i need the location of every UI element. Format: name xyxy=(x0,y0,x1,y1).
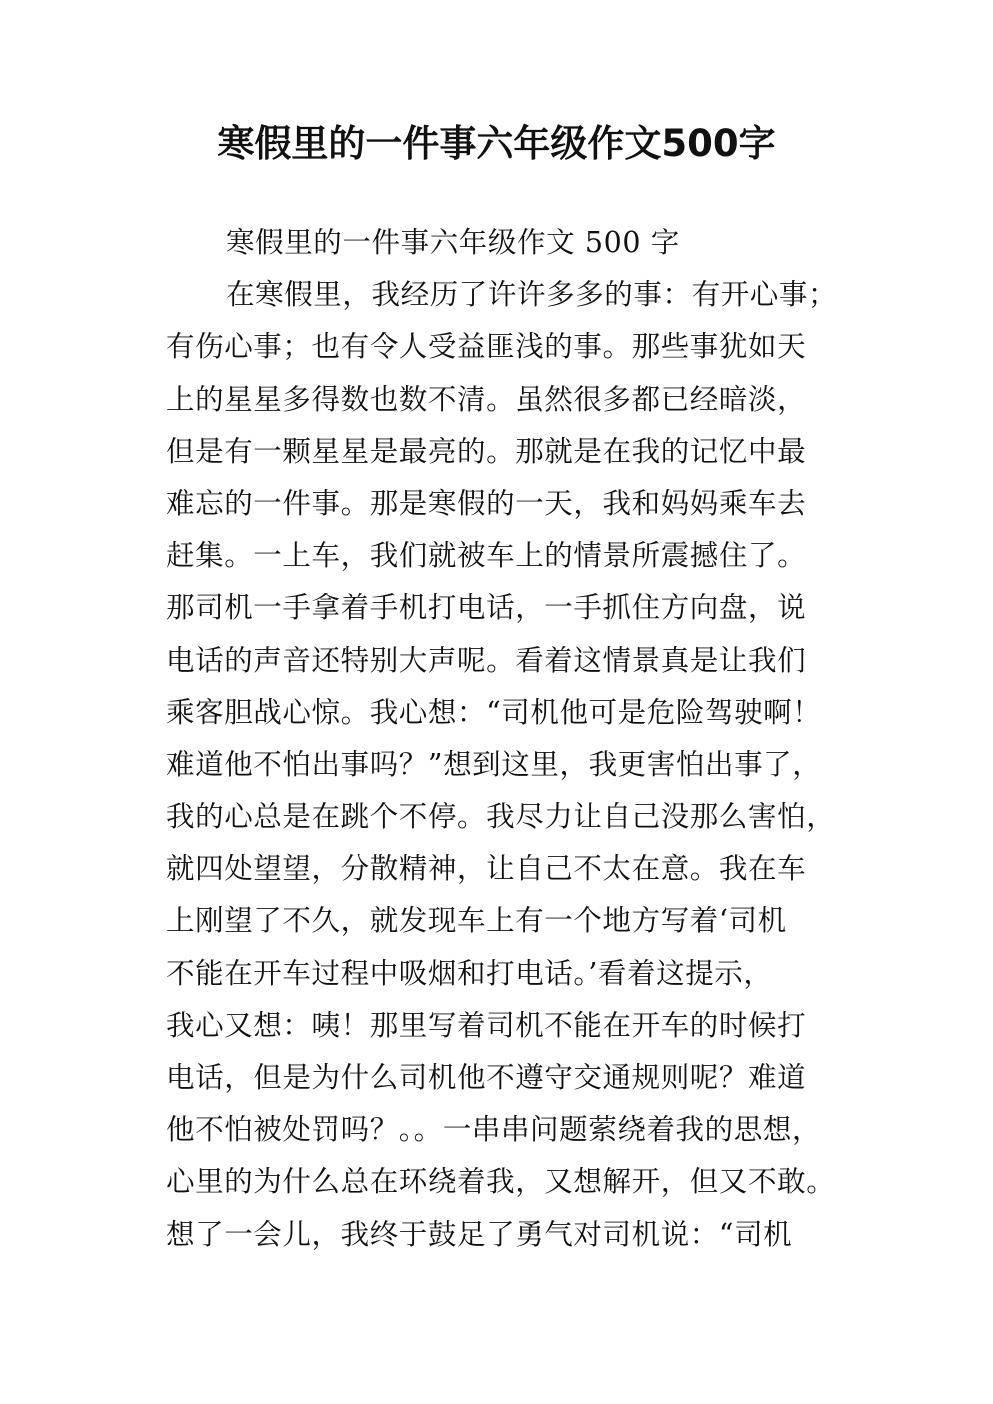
document-body xyxy=(166,217,856,1261)
body-line: 有伤心事；也有令人受益匪浅的事。那些事犹如天 xyxy=(166,330,807,364)
body-line: 电话的声音还特别大声呢。看着这情景真是让我们 xyxy=(166,643,807,677)
body-line: 他不怕被处罚吗？。。一串串问题萦绕着我的思想， xyxy=(166,1113,822,1147)
body-line-paragraph-start: 在寒假里，我经历了许许多多的事：有开心事； xyxy=(226,278,838,312)
body-line: 但是有一颗星星是最亮的。那就是在我的记忆中最 xyxy=(166,434,807,468)
body-line: 乘客胆战心惊。我心想：“司机他可是危险驾驶啊！ xyxy=(166,695,822,729)
body-line-subtitle: 寒假里的一件事六年级作文 500 字 xyxy=(226,226,680,259)
body-line: 我的心总是在跳个不停。我尽力让自己没那么害怕， xyxy=(166,800,836,834)
body-line: 那司机一手拿着手机打电话，一手抓住方向盘，说 xyxy=(166,591,807,625)
body-line: 电话，但是为什么司机他不遵守交通规则呢？难道 xyxy=(166,1061,807,1094)
body-line: 就四处望望，分散精神，让自己不太在意。我在车 xyxy=(166,852,807,886)
body-line: 上刚望了不久，就发现车上有一个地方写着‘司机 xyxy=(166,904,787,938)
body-line: 难忘的一件事。那是寒假的一天，我和妈妈乘车去 xyxy=(166,486,807,520)
body-line: 赶集。一上车，我们就被车上的情景所震撼住了。 xyxy=(166,539,807,573)
body-line: 想了一会儿，我终于鼓足了勇气对司机说：“司机 xyxy=(166,1217,793,1251)
body-line: 难道他不怕出事吗？”想到这里，我更害怕出事了， xyxy=(166,747,822,781)
document-title: 寒假里的一件事六年级作文500字 xyxy=(217,122,776,165)
body-line: 上的星星多得数也数不清。虽然很多都已经暗淡， xyxy=(166,382,807,416)
body-line: 心里的为什么总在环绕着我，又想解开，但又不敢。 xyxy=(166,1165,836,1199)
body-line: 我心又想：咦！那里写着司机不能在开车的时候打 xyxy=(166,1008,807,1042)
body-line: 不能在开车过程中吸烟和打电话。’看着这提示， xyxy=(166,956,773,990)
